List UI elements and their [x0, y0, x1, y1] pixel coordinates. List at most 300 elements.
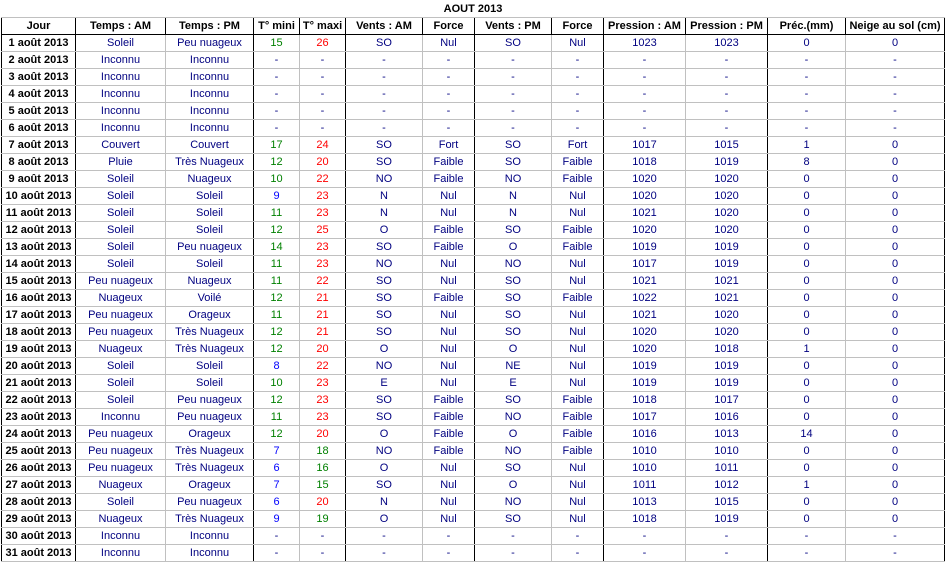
- header-force-pm: Force: [552, 18, 604, 35]
- cell-precipitation: 0: [768, 273, 846, 290]
- cell-t-mini: -: [254, 103, 300, 120]
- cell-vents-pm: SO: [475, 154, 552, 171]
- cell-pression-am: 1018: [604, 511, 686, 528]
- cell-force-pm: Nul: [552, 341, 604, 358]
- cell-precipitation: 0: [768, 443, 846, 460]
- cell-pression-am: 1020: [604, 188, 686, 205]
- cell-t-mini: -: [254, 86, 300, 103]
- cell-pression-am: 1020: [604, 341, 686, 358]
- cell-neige: -: [846, 52, 945, 69]
- cell-temps-pm: Nuageux: [166, 171, 254, 188]
- table-row: [2, 358, 945, 375]
- cell-t-mini: -: [254, 545, 300, 562]
- cell-neige: 0: [846, 358, 945, 375]
- cell-pression-am: -: [604, 120, 686, 137]
- table-row: [2, 511, 945, 528]
- cell-t-maxi: 20: [300, 426, 346, 443]
- cell-day: 20 août 2013: [2, 358, 76, 375]
- cell-t-maxi: 22: [300, 273, 346, 290]
- cell-temps-am: Inconnu: [76, 528, 166, 545]
- cell-temps-am: Soleil: [76, 392, 166, 409]
- table-row: [2, 494, 945, 511]
- cell-vents-am: O: [346, 460, 423, 477]
- cell-temps-pm: Orageux: [166, 307, 254, 324]
- cell-pression-pm: 1019: [686, 154, 768, 171]
- cell-neige: -: [846, 103, 945, 120]
- cell-pression-am: 1021: [604, 205, 686, 222]
- cell-pression-pm: -: [686, 86, 768, 103]
- cell-precipitation: -: [768, 545, 846, 562]
- cell-t-mini: 6: [254, 494, 300, 511]
- cell-precipitation: -: [768, 86, 846, 103]
- cell-day: 2 août 2013: [2, 52, 76, 69]
- cell-neige: 0: [846, 477, 945, 494]
- cell-t-mini: 12: [254, 324, 300, 341]
- cell-precipitation: 0: [768, 460, 846, 477]
- table-row: [2, 205, 945, 222]
- cell-temps-am: Pluie: [76, 154, 166, 171]
- cell-force-pm: Nul: [552, 358, 604, 375]
- cell-vents-am: -: [346, 86, 423, 103]
- cell-t-maxi: 23: [300, 205, 346, 222]
- cell-pression-pm: 1018: [686, 341, 768, 358]
- cell-force-am: Faible: [423, 426, 475, 443]
- cell-vents-am: O: [346, 426, 423, 443]
- cell-pression-am: -: [604, 69, 686, 86]
- cell-pression-pm: 1020: [686, 307, 768, 324]
- cell-vents-pm: -: [475, 86, 552, 103]
- cell-vents-am: O: [346, 511, 423, 528]
- cell-day: 10 août 2013: [2, 188, 76, 205]
- cell-day: 21 août 2013: [2, 375, 76, 392]
- cell-neige: -: [846, 528, 945, 545]
- cell-force-pm: Faible: [552, 409, 604, 426]
- header-t-maxi: T° maxi: [300, 18, 346, 35]
- cell-temps-pm: Orageux: [166, 477, 254, 494]
- cell-temps-am: Inconnu: [76, 409, 166, 426]
- cell-pression-pm: 1020: [686, 171, 768, 188]
- table-row: [2, 154, 945, 171]
- cell-force-am: Nul: [423, 460, 475, 477]
- cell-temps-pm: Inconnu: [166, 52, 254, 69]
- cell-day: 19 août 2013: [2, 341, 76, 358]
- cell-neige: 0: [846, 375, 945, 392]
- sheet-title: AOUT 2013: [2, 1, 945, 18]
- cell-vents-pm: -: [475, 103, 552, 120]
- cell-neige: -: [846, 69, 945, 86]
- cell-pression-am: -: [604, 528, 686, 545]
- cell-temps-pm: Soleil: [166, 256, 254, 273]
- cell-force-am: -: [423, 103, 475, 120]
- cell-t-maxi: 23: [300, 375, 346, 392]
- cell-t-mini: 9: [254, 188, 300, 205]
- table-row: [2, 52, 945, 69]
- cell-temps-pm: Inconnu: [166, 120, 254, 137]
- cell-vents-am: O: [346, 341, 423, 358]
- cell-t-maxi: 16: [300, 460, 346, 477]
- table-row: [2, 103, 945, 120]
- cell-vents-am: SO: [346, 154, 423, 171]
- cell-temps-pm: Voilé: [166, 290, 254, 307]
- cell-vents-am: NO: [346, 256, 423, 273]
- cell-t-mini: 12: [254, 426, 300, 443]
- cell-precipitation: 0: [768, 494, 846, 511]
- cell-t-mini: 12: [254, 290, 300, 307]
- table-row: [2, 409, 945, 426]
- cell-force-pm: Nul: [552, 511, 604, 528]
- cell-precipitation: 0: [768, 171, 846, 188]
- cell-force-am: Faible: [423, 409, 475, 426]
- cell-neige: 0: [846, 222, 945, 239]
- cell-neige: 0: [846, 290, 945, 307]
- cell-pression-am: 1017: [604, 409, 686, 426]
- cell-force-am: Nul: [423, 188, 475, 205]
- cell-temps-am: Soleil: [76, 239, 166, 256]
- cell-t-mini: 14: [254, 239, 300, 256]
- table-row: [2, 290, 945, 307]
- cell-force-am: Nul: [423, 205, 475, 222]
- cell-force-pm: Faible: [552, 222, 604, 239]
- cell-vents-am: SO: [346, 273, 423, 290]
- header-temps-pm: Temps : PM: [166, 18, 254, 35]
- cell-force-pm: -: [552, 69, 604, 86]
- cell-day: 6 août 2013: [2, 120, 76, 137]
- cell-pression-am: 1010: [604, 460, 686, 477]
- cell-force-pm: -: [552, 120, 604, 137]
- cell-neige: 0: [846, 494, 945, 511]
- cell-temps-pm: Très Nuageux: [166, 511, 254, 528]
- table-row: [2, 86, 945, 103]
- cell-t-maxi: 23: [300, 409, 346, 426]
- cell-neige: -: [846, 545, 945, 562]
- cell-t-maxi: 23: [300, 188, 346, 205]
- cell-temps-pm: Nuageux: [166, 273, 254, 290]
- cell-vents-pm: SO: [475, 137, 552, 154]
- cell-force-am: Faible: [423, 392, 475, 409]
- cell-day: 17 août 2013: [2, 307, 76, 324]
- cell-vents-pm: E: [475, 375, 552, 392]
- cell-t-maxi: -: [300, 528, 346, 545]
- cell-pression-am: 1018: [604, 392, 686, 409]
- table-row: [2, 307, 945, 324]
- table-row: [2, 375, 945, 392]
- cell-precipitation: 0: [768, 239, 846, 256]
- cell-force-pm: Fort: [552, 137, 604, 154]
- cell-t-maxi: 15: [300, 477, 346, 494]
- cell-vents-am: -: [346, 545, 423, 562]
- cell-temps-pm: Peu nuageux: [166, 35, 254, 52]
- cell-day: 16 août 2013: [2, 290, 76, 307]
- cell-pression-pm: 1019: [686, 511, 768, 528]
- cell-precipitation: 0: [768, 409, 846, 426]
- cell-temps-pm: Soleil: [166, 205, 254, 222]
- table-row: [2, 545, 945, 562]
- cell-force-am: Faible: [423, 239, 475, 256]
- cell-pression-am: 1020: [604, 324, 686, 341]
- cell-pression-pm: -: [686, 545, 768, 562]
- cell-day: 15 août 2013: [2, 273, 76, 290]
- cell-t-maxi: 25: [300, 222, 346, 239]
- cell-temps-am: Soleil: [76, 358, 166, 375]
- cell-force-pm: Faible: [552, 239, 604, 256]
- cell-force-am: Faible: [423, 222, 475, 239]
- cell-day: 13 août 2013: [2, 239, 76, 256]
- cell-temps-pm: Soleil: [166, 375, 254, 392]
- cell-pression-pm: 1010: [686, 443, 768, 460]
- table-row: [2, 324, 945, 341]
- cell-temps-am: Nuageux: [76, 477, 166, 494]
- cell-temps-am: Inconnu: [76, 52, 166, 69]
- title-row: [2, 1, 945, 18]
- cell-vents-pm: SO: [475, 460, 552, 477]
- cell-pression-am: 1019: [604, 375, 686, 392]
- cell-force-am: Nul: [423, 273, 475, 290]
- cell-day: 23 août 2013: [2, 409, 76, 426]
- cell-day: 9 août 2013: [2, 171, 76, 188]
- cell-force-am: Nul: [423, 35, 475, 52]
- cell-precipitation: -: [768, 69, 846, 86]
- cell-pression-am: -: [604, 86, 686, 103]
- cell-temps-pm: Très Nuageux: [166, 324, 254, 341]
- cell-vents-am: -: [346, 103, 423, 120]
- header-pression-pm: Pression : PM: [686, 18, 768, 35]
- cell-day: 3 août 2013: [2, 69, 76, 86]
- cell-pression-pm: -: [686, 69, 768, 86]
- table-row: [2, 392, 945, 409]
- cell-day: 29 août 2013: [2, 511, 76, 528]
- cell-temps-am: Inconnu: [76, 120, 166, 137]
- header-force-am: Force: [423, 18, 475, 35]
- cell-pression-pm: 1019: [686, 256, 768, 273]
- cell-t-mini: 9: [254, 511, 300, 528]
- cell-force-am: Nul: [423, 307, 475, 324]
- cell-force-pm: Nul: [552, 188, 604, 205]
- cell-t-maxi: 21: [300, 307, 346, 324]
- cell-t-mini: 11: [254, 307, 300, 324]
- cell-vents-pm: N: [475, 188, 552, 205]
- cell-day: 4 août 2013: [2, 86, 76, 103]
- cell-t-mini: 11: [254, 205, 300, 222]
- cell-force-am: -: [423, 545, 475, 562]
- cell-vents-am: NO: [346, 443, 423, 460]
- cell-vents-pm: -: [475, 120, 552, 137]
- cell-vents-am: SO: [346, 239, 423, 256]
- cell-force-pm: Faible: [552, 171, 604, 188]
- cell-temps-pm: Très Nuageux: [166, 443, 254, 460]
- cell-day: 26 août 2013: [2, 460, 76, 477]
- cell-vents-am: -: [346, 120, 423, 137]
- cell-vents-pm: SO: [475, 222, 552, 239]
- cell-vents-am: N: [346, 494, 423, 511]
- cell-temps-pm: Orageux: [166, 426, 254, 443]
- cell-temps-pm: Peu nuageux: [166, 392, 254, 409]
- cell-temps-am: Soleil: [76, 494, 166, 511]
- cell-t-maxi: 20: [300, 154, 346, 171]
- cell-temps-am: Soleil: [76, 375, 166, 392]
- cell-temps-am: Peu nuageux: [76, 324, 166, 341]
- cell-t-maxi: 20: [300, 341, 346, 358]
- cell-force-pm: Faible: [552, 426, 604, 443]
- cell-day: 24 août 2013: [2, 426, 76, 443]
- cell-precipitation: 0: [768, 222, 846, 239]
- cell-vents-am: NO: [346, 171, 423, 188]
- cell-force-pm: Nul: [552, 273, 604, 290]
- cell-force-pm: Nul: [552, 205, 604, 222]
- cell-force-am: Nul: [423, 375, 475, 392]
- cell-force-pm: Faible: [552, 154, 604, 171]
- cell-pression-pm: -: [686, 528, 768, 545]
- cell-vents-pm: O: [475, 477, 552, 494]
- cell-temps-am: Inconnu: [76, 103, 166, 120]
- cell-vents-pm: O: [475, 341, 552, 358]
- cell-temps-am: Nuageux: [76, 290, 166, 307]
- cell-vents-pm: SO: [475, 273, 552, 290]
- cell-t-maxi: -: [300, 86, 346, 103]
- cell-vents-pm: SO: [475, 324, 552, 341]
- cell-pression-am: -: [604, 52, 686, 69]
- cell-pression-pm: -: [686, 52, 768, 69]
- header-t-mini: T° mini: [254, 18, 300, 35]
- cell-force-am: -: [423, 120, 475, 137]
- cell-precipitation: 0: [768, 392, 846, 409]
- cell-force-pm: Nul: [552, 375, 604, 392]
- cell-day: 14 août 2013: [2, 256, 76, 273]
- cell-force-am: Nul: [423, 477, 475, 494]
- cell-pression-am: 1011: [604, 477, 686, 494]
- cell-pression-am: 1013: [604, 494, 686, 511]
- cell-neige: 0: [846, 154, 945, 171]
- cell-pression-am: 1017: [604, 256, 686, 273]
- cell-precipitation: 1: [768, 477, 846, 494]
- cell-t-maxi: 22: [300, 171, 346, 188]
- cell-neige: 0: [846, 307, 945, 324]
- cell-t-mini: -: [254, 528, 300, 545]
- cell-t-maxi: 23: [300, 392, 346, 409]
- cell-force-am: -: [423, 86, 475, 103]
- cell-day: 25 août 2013: [2, 443, 76, 460]
- table-row: [2, 137, 945, 154]
- cell-t-maxi: 21: [300, 290, 346, 307]
- cell-vents-pm: SO: [475, 290, 552, 307]
- cell-temps-am: Couvert: [76, 137, 166, 154]
- cell-pression-pm: 1020: [686, 222, 768, 239]
- cell-t-mini: 10: [254, 171, 300, 188]
- table-row: [2, 188, 945, 205]
- cell-pression-am: 1020: [604, 171, 686, 188]
- cell-neige: -: [846, 120, 945, 137]
- cell-pression-pm: 1020: [686, 205, 768, 222]
- cell-t-mini: 15: [254, 35, 300, 52]
- cell-neige: 0: [846, 409, 945, 426]
- table-row: [2, 443, 945, 460]
- table-row: [2, 239, 945, 256]
- cell-t-maxi: 19: [300, 511, 346, 528]
- cell-vents-pm: -: [475, 69, 552, 86]
- cell-t-maxi: -: [300, 103, 346, 120]
- cell-t-maxi: 22: [300, 358, 346, 375]
- cell-pression-am: 1021: [604, 307, 686, 324]
- cell-vents-pm: N: [475, 205, 552, 222]
- cell-temps-pm: Peu nuageux: [166, 239, 254, 256]
- header-pression-am: Pression : AM: [604, 18, 686, 35]
- cell-t-mini: -: [254, 120, 300, 137]
- cell-force-pm: Nul: [552, 35, 604, 52]
- cell-t-maxi: 26: [300, 35, 346, 52]
- cell-vents-pm: NO: [475, 171, 552, 188]
- cell-day: 31 août 2013: [2, 545, 76, 562]
- cell-day: 5 août 2013: [2, 103, 76, 120]
- table-row: [2, 222, 945, 239]
- table-row: [2, 171, 945, 188]
- cell-precipitation: 0: [768, 307, 846, 324]
- cell-force-am: Nul: [423, 358, 475, 375]
- cell-precipitation: 0: [768, 205, 846, 222]
- cell-force-pm: Nul: [552, 494, 604, 511]
- cell-vents-pm: NO: [475, 409, 552, 426]
- table-row: [2, 477, 945, 494]
- header-temps-am: Temps : AM: [76, 18, 166, 35]
- cell-neige: 0: [846, 171, 945, 188]
- cell-force-am: Faible: [423, 154, 475, 171]
- cell-force-am: Nul: [423, 511, 475, 528]
- cell-neige: 0: [846, 392, 945, 409]
- cell-neige: 0: [846, 511, 945, 528]
- table-body: [2, 1, 945, 562]
- table-row: [2, 528, 945, 545]
- cell-temps-pm: Très Nuageux: [166, 154, 254, 171]
- cell-force-pm: -: [552, 545, 604, 562]
- cell-t-mini: 10: [254, 375, 300, 392]
- cell-neige: 0: [846, 341, 945, 358]
- cell-precipitation: 1: [768, 341, 846, 358]
- cell-neige: 0: [846, 426, 945, 443]
- cell-force-pm: -: [552, 86, 604, 103]
- cell-force-am: Nul: [423, 494, 475, 511]
- cell-t-mini: 6: [254, 460, 300, 477]
- cell-temps-am: Peu nuageux: [76, 307, 166, 324]
- cell-pression-am: 1019: [604, 239, 686, 256]
- cell-precipitation: 0: [768, 511, 846, 528]
- cell-precipitation: -: [768, 52, 846, 69]
- cell-force-am: Faible: [423, 290, 475, 307]
- cell-t-maxi: -: [300, 545, 346, 562]
- cell-pression-pm: 1021: [686, 273, 768, 290]
- cell-temps-am: Peu nuageux: [76, 273, 166, 290]
- header-row: [2, 18, 945, 35]
- cell-t-maxi: -: [300, 69, 346, 86]
- cell-vents-am: SO: [346, 307, 423, 324]
- cell-vents-am: SO: [346, 324, 423, 341]
- cell-pression-am: 1016: [604, 426, 686, 443]
- cell-vents-am: SO: [346, 137, 423, 154]
- cell-vents-pm: SO: [475, 35, 552, 52]
- cell-vents-pm: SO: [475, 307, 552, 324]
- cell-vents-pm: NO: [475, 256, 552, 273]
- cell-temps-am: Inconnu: [76, 545, 166, 562]
- cell-force-pm: -: [552, 52, 604, 69]
- cell-vents-am: N: [346, 205, 423, 222]
- table-row: [2, 426, 945, 443]
- cell-pression-am: 1022: [604, 290, 686, 307]
- cell-neige: 0: [846, 239, 945, 256]
- cell-day: 27 août 2013: [2, 477, 76, 494]
- cell-neige: 0: [846, 205, 945, 222]
- header-vents-am: Vents : AM: [346, 18, 423, 35]
- cell-temps-am: Soleil: [76, 256, 166, 273]
- cell-vents-am: E: [346, 375, 423, 392]
- cell-temps-pm: Inconnu: [166, 545, 254, 562]
- cell-neige: 0: [846, 188, 945, 205]
